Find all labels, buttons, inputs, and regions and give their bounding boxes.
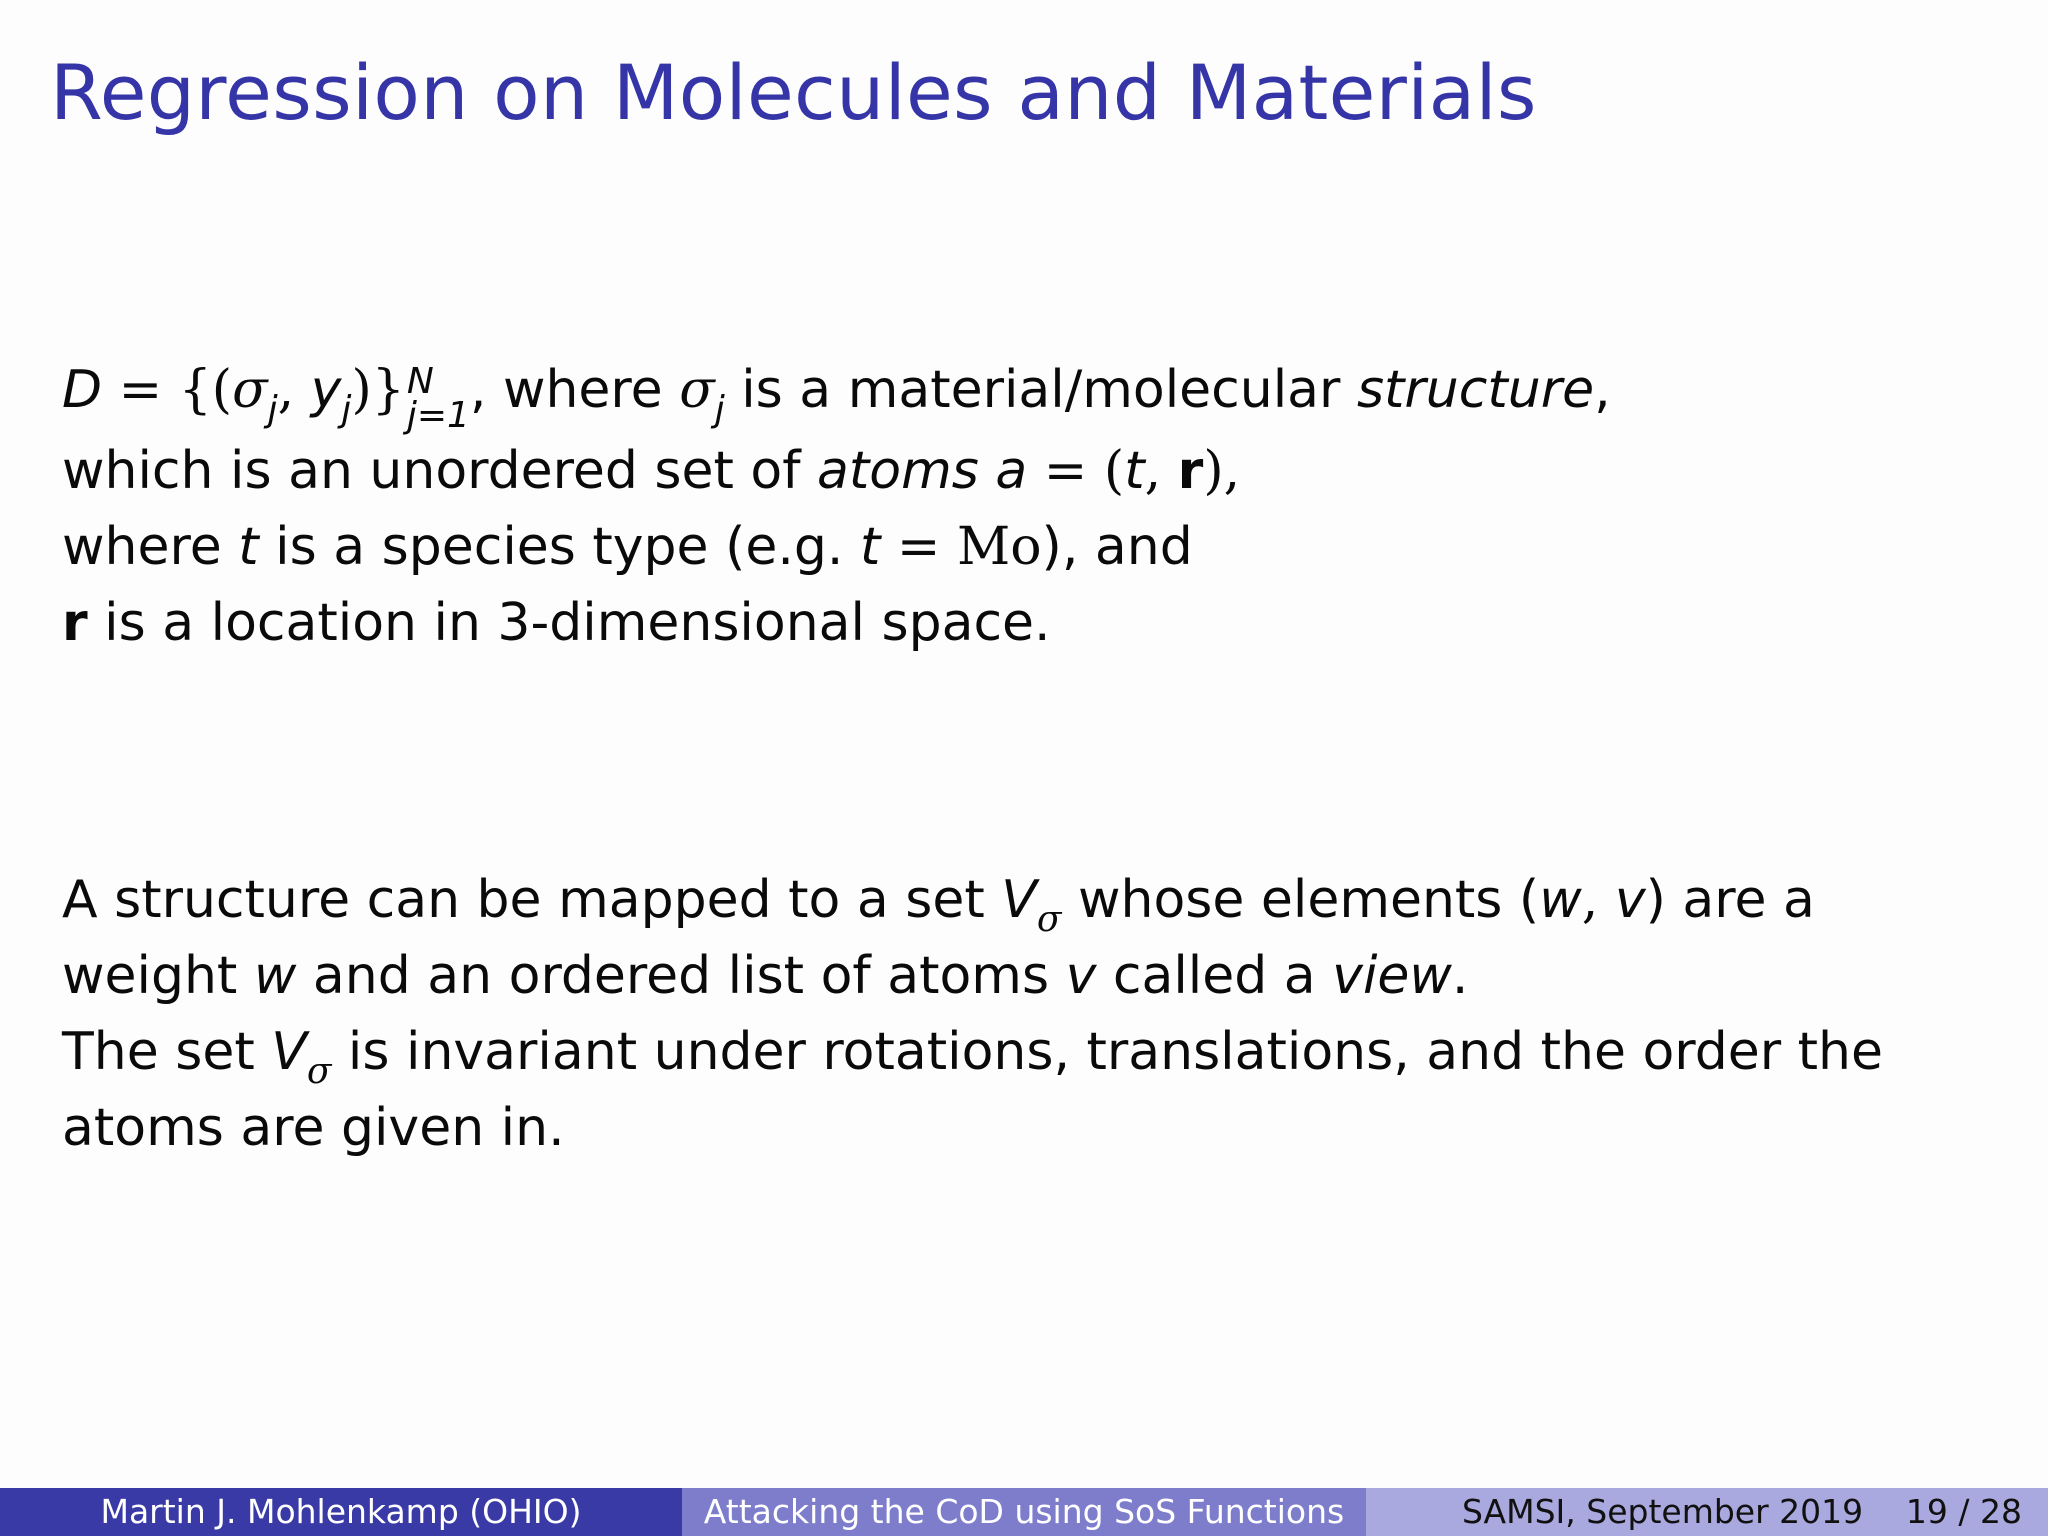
text: The set: [62, 1022, 272, 1082]
math-comma: ,: [277, 360, 295, 420]
definition-line-4: [62, 585, 1611, 661]
footer-page-number: 19 / 28: [1905, 1492, 2022, 1531]
text: ), and: [1041, 517, 1193, 577]
structure-map-block: [62, 862, 1883, 1166]
math-close-brace: )}: [351, 360, 405, 420]
math-open-brace: {(: [178, 360, 233, 420]
math-V: V: [271, 1022, 307, 1082]
math-sub-sigma: σ: [306, 1051, 332, 1092]
math-equals: = (: [1027, 441, 1125, 501]
definition-line-3: [62, 509, 1611, 585]
text: is a location in 3-dimensional space.: [87, 593, 1051, 653]
math-comma: ,: [1144, 441, 1178, 501]
text: is a material/molecular: [724, 360, 1357, 420]
math-v: v: [1614, 870, 1646, 930]
slide-footer: [0, 1488, 2048, 1536]
math-sigma: σ: [679, 360, 715, 420]
text: where: [62, 517, 239, 577]
math-equals: =: [118, 360, 163, 420]
math-t: t: [859, 517, 881, 577]
math-a: a: [978, 441, 1028, 501]
text: and an ordered list of atoms: [296, 946, 1066, 1006]
math-D: D: [62, 360, 103, 420]
emphasis-atoms: atoms: [817, 441, 979, 501]
text: A structure can be mapped to a set: [62, 870, 1002, 930]
text: .: [1451, 946, 1469, 1006]
map-line-2: [62, 938, 1883, 1014]
math-t: t: [238, 517, 259, 577]
definition-block: [62, 352, 1611, 661]
math-y: y: [310, 360, 342, 420]
math-sub-j: j: [267, 389, 278, 430]
emphasis-view: view: [1332, 946, 1452, 1006]
text: is invariant under rotations, translations, and the order the: [331, 1022, 1884, 1082]
math-bold-r: r: [62, 593, 88, 653]
text: ) are a: [1645, 870, 1815, 930]
math-w: w: [1539, 870, 1582, 930]
math-sub-range: j=1: [406, 395, 470, 436]
text: which is an unordered set of: [62, 441, 818, 501]
math-w: w: [253, 946, 297, 1006]
math-sub-j: j: [341, 389, 352, 430]
text: atoms are given in.: [62, 1098, 565, 1158]
footer-event: SAMSI, September 2019: [1462, 1492, 1864, 1531]
math-t: t: [1124, 441, 1145, 501]
math-equals: =: [880, 517, 957, 577]
map-line-1: [62, 862, 1883, 938]
map-line-3: [62, 1014, 1883, 1090]
text: ,: [1594, 360, 1611, 420]
text: whose elements (: [1061, 870, 1540, 930]
map-line-4: [62, 1090, 1883, 1166]
math-V: V: [1001, 870, 1037, 930]
footer-event-section: [1366, 1488, 2048, 1536]
definition-line-1: [62, 352, 1611, 436]
math-supsub: [406, 361, 470, 436]
math-bold-r: r: [1177, 441, 1204, 501]
definition-line-2: [62, 433, 1611, 509]
math-comma: ,: [1581, 870, 1615, 930]
math-close-paren: ),: [1203, 441, 1241, 501]
math-sub-j: j: [714, 389, 725, 430]
math-Mo: Mo: [956, 517, 1042, 577]
text: weight: [62, 946, 254, 1006]
math-sigma: σ: [232, 360, 268, 420]
emphasis-structure: structure: [1356, 360, 1595, 420]
text: called a: [1096, 946, 1333, 1006]
math-sup-N: N: [406, 361, 434, 402]
math-sub-sigma: σ: [1036, 899, 1062, 940]
math-v: v: [1065, 946, 1097, 1006]
text: , where: [469, 360, 680, 420]
slide-title: Regression on Molecules and Materials: [50, 48, 1537, 137]
text: is a species type (e.g.: [258, 517, 860, 577]
footer-talk-title: Attacking the CoD using SoS Functions: [682, 1488, 1366, 1536]
footer-author: Martin J. Mohlenkamp (OHIO): [0, 1488, 682, 1536]
